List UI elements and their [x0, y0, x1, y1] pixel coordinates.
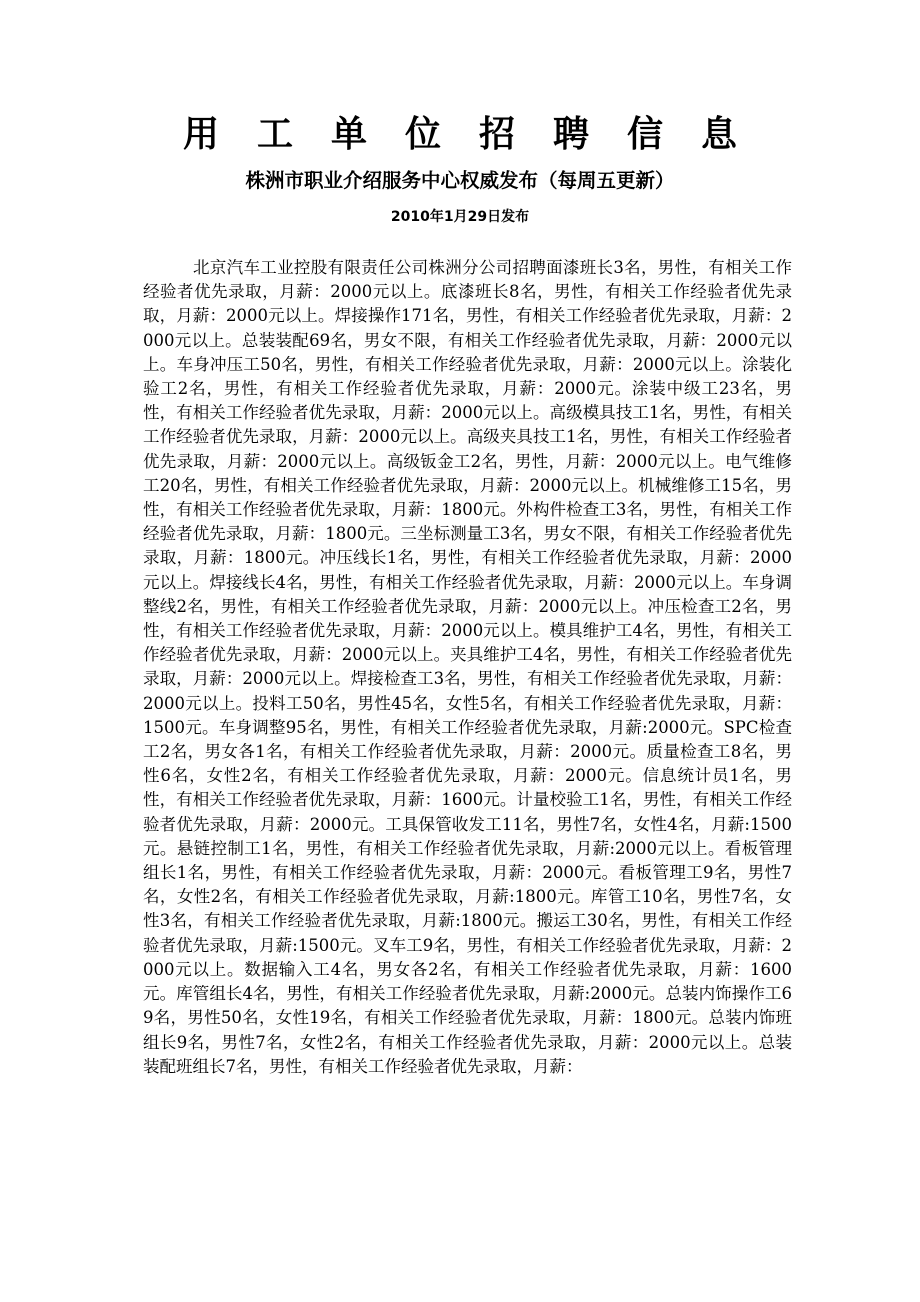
publish-date: 2010年1月29日发布: [390, 209, 530, 225]
body-text: 北京汽车工业控股有限责任公司株洲分公司招聘面漆班长3名，男性，有相关工作经验者优先录取，月薪：2000元以上。底漆班长8名，男性，有相关工作经验者优先录取，月薪：2000元以上。焊接操作171名，男性，有相关工作经验者优先录取，月薪：2000元以上。总装装配69名，男女不限，有相关工作经验者优先录取，月薪：2000元以上。车身冲压工50名，男性，有相关工作经验者优先录取，月薪：2000元以上。涂装化验工2名，男性，有相关工作经验者优先录取，月薪：2000元。涂装中级工23名，男性，有相关工作经验者优先录取，月薪：2000元以上。高级模具技工1名，男性，有相关工作经验者优先录取，月薪：2000元以上。高级夹具技工1名，男性，有相关工作经验者优先录取，月薪：2000元以上。高级钣金工2名，男性，月薪：2000元以上。电气维修工20名，男性，有相关工作经验者优先录取，月薪：2000元以上。机械维修工15名，男性，有相关工作经验者优先录取，月薪：1800元。外构件检查工3名，男性，有相关工作经验者优先录取，月薪：1800元。三坐标测量工3名，男女不限，有相关工作经验者优先录取，月薪：1800元。冲压线长1名，男性，有相关工作经验者优先录取，月薪：2000元以上。焊接线长4名，男性，有相关工作经验者优先录取，月薪：2000元以上。车身调整线2名，男性，有相关工作经验者优先录取，月薪：2000元以上。冲压检查工2名，男性，有相关工作经验者优先录取，月薪：2000元以上。模具维护工4名，男性，有相关工作经验者优先录取，月薪：2000元以上。夹具维护工4名，男性，有相关工作经验者优先录取，月薪：2000元以上。焊接检查工3名，男性，有相关工作经验者优先录取，月薪：2000元以上。投料工50名，男性45名，女性5名，有相关工作经验者优先录取，月薪：1500元。车身调整95名，男性，有相关工作经验者优先录取，月薪:2000元。SPC检查工2名，男女各1名，有相关工作经验者优先录取，月薪：2000元。质量检查工8名，男性6名，女性2名，有相关工作经验者优先录取，月薪：2000元。信息统计员1名，男性，有相关工作经验者优先录取，月薪：1600元。计量校验工1名，男性，有相关工作经验者优先录取，月薪：2000元。工具保管收发工11名，男性7名，女性4名，月薪:1500元。悬链控制工1名，男性，有相关工作经验者优先录取，月薪:2000元以上。看板管理组长1名，男性，有相关工作经验者优先录取，月薪：2000元。看板管理工9名，男性7名，女性2名，有相关工作经验者优先录取，月薪:1800元。库管工10名，男性7名，女性3名，有相关工作经验者优先录取，月薪:1800元。搬运工30名，男性，有相关工作经验者优先录取，月薪:1500元。叉车工9名，男性，有相关工作经验者优先录取，月薪：2000元以上。数据输入工4名，男女各2名，有相关工作经验者优先录取，月薪：1600元。库管组长4名，男性，有相关工作经验者优先录取，月薪:2000元。总装内饰操作工69名，男性50名，女性19名，有相关工作经验者优先录取，月薪：1800元。总装内饰班组长9名，男性7名，女性2名，有相关工作经验者优先录取，月薪：2000元以上。总装装配班组长7名，男性，有相关工作经验者优先录取，月薪：: [143, 258, 792, 1076]
document-subtitle: 株洲市职业介绍服务中心权威发布（每周五更新）: [245, 169, 675, 192]
document-title: 用工单位招聘信息: [182, 114, 775, 155]
